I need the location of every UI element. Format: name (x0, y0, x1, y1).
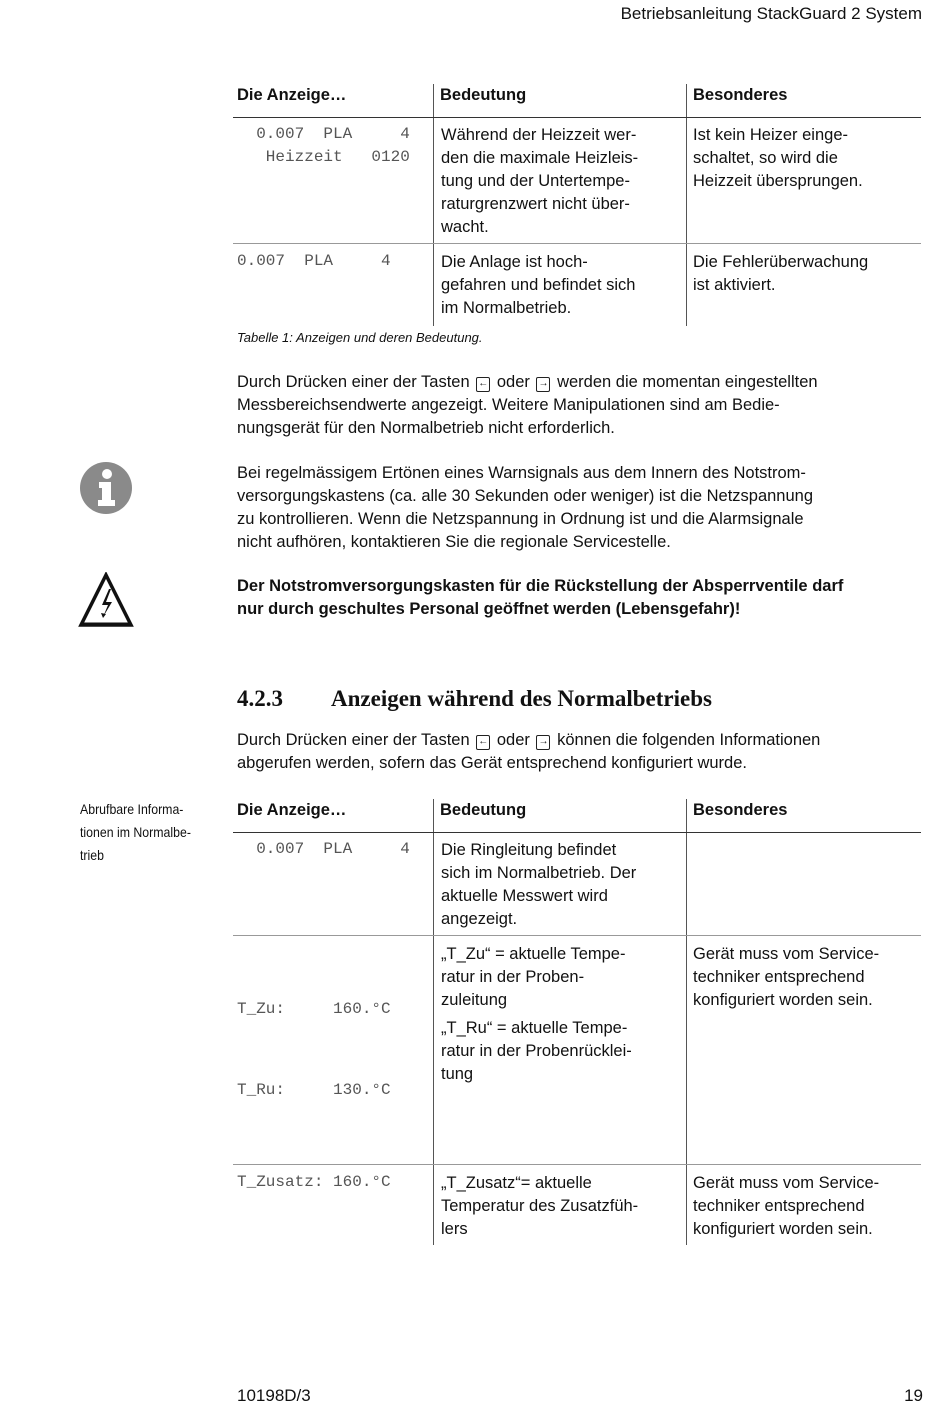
section-number: 4.2.3 (237, 686, 283, 711)
temperature-readout: T_Zu: 160.°C (237, 1000, 391, 1018)
right-arrow-key-icon: → (536, 377, 550, 392)
special-cell: Ist kein Heizer einge- schaltet, so wird die Heizzeit übersprungen. (687, 118, 922, 244)
column-header-special: Besonderes (687, 84, 922, 118)
paragraph-text: abgerufen werden, sofern das Gerät entsprechend konfiguriert wurde. (237, 754, 747, 772)
info-icon (79, 461, 133, 515)
footer-page-number: 19 (904, 1386, 923, 1405)
table-row (233, 244, 921, 327)
table-row (233, 833, 921, 936)
table-row (233, 1165, 921, 1246)
table-caption: Tabelle 1: Anzeigen und deren Bedeutung. (237, 330, 483, 345)
paragraph-text: werden die momentan eingestellten (557, 373, 818, 391)
display-cell: T_Zusatz: 160.°C (233, 1165, 434, 1246)
meaning-cell: Während der Heizzeit wer- den die maximale Heizleis- tung und der Untertempe- raturgrenzwert nicht über- wacht. (434, 118, 687, 244)
document-header-title: Betriebsanleitung StackGuard 2 System (620, 4, 922, 23)
special-cell: Gerät muss vom Service- techniker entsprechend konfiguriert worden sein. (693, 1174, 880, 1238)
meaning-text: „T_Zu“ = aktuelle Tempe- ratur in der Proben- zuleitung (441, 945, 626, 1009)
paragraph-text: oder (496, 731, 530, 749)
paragraph-text: Durch Drücken einer der Tasten (237, 373, 470, 391)
margin-note: Abrufbare Informa- tionen im Normalbe- trieb (80, 801, 191, 863)
column-header-meaning: Bedeutung (434, 84, 687, 118)
meaning-text: „T_Ru“ = aktuelle Tempe- ratur in der Probenrücklei- tung (441, 1019, 632, 1083)
column-header-meaning: Bedeutung (434, 799, 687, 833)
keys-paragraph (237, 371, 927, 440)
table-row (233, 936, 921, 1165)
column-header-display: Die Anzeige… (233, 84, 434, 118)
meaning-cell: Die Anlage ist hoch- gefahren und befindet sich im Normalbetrieb. (434, 244, 687, 327)
paragraph-text: oder (496, 373, 530, 391)
display-cell (233, 936, 434, 1165)
paragraph-text: nungsgerät für den Normalbetrieb nicht erforderlich. (237, 419, 615, 437)
warning-note-text: Der Notstromversorgungskasten für die Rückstellung der Absperrventile darf nur durch geschultes Personal geöffnet werden (Lebensgefahr)! (237, 577, 844, 618)
display-meaning-table-1 (233, 84, 921, 326)
table-row (233, 118, 921, 244)
paragraph-text: können die folgenden Informationen (557, 731, 821, 749)
high-voltage-warning-icon (78, 572, 134, 628)
column-header-display: Die Anzeige… (233, 799, 434, 833)
info-note-text: Bei regelmässigem Ertönen eines Warnsignals aus dem Innern des Notstrom- versorgungskastens (ca. alle 30 Sekunden oder weniger) ist die Netzspannung zu kontrollieren. Wenn die Netzspannung in Ordnung ist und die Alarmsignale nicht aufhören, kontaktieren Sie die regionale Servicestelle. (237, 464, 814, 551)
section-intro-paragraph (237, 729, 927, 775)
section-title: Anzeigen während des Normalbetriebs (331, 686, 712, 711)
paragraph-text: Durch Drücken einer der Tasten (237, 731, 470, 749)
left-arrow-key-icon: ← (476, 377, 490, 392)
special-cell: Gerät muss vom Service- techniker entsprechend konfiguriert worden sein. (687, 936, 922, 1165)
paragraph-text: Messbereichsendwerte angezeigt. Weitere Manipulationen sind am Bedie- (237, 396, 780, 414)
display-cell: 0.007 PLA 4 (233, 833, 434, 936)
meaning-cell (434, 936, 687, 1165)
right-arrow-key-icon: → (536, 735, 550, 750)
footer-document-id: 10198D/3 (237, 1386, 311, 1405)
left-arrow-key-icon: ← (476, 735, 490, 750)
special-cell (687, 833, 922, 936)
display-cell: 0.007 PLA 4 (233, 244, 434, 327)
meaning-cell: Die Ringleitung befindet sich im Normalbetrieb. Der aktuelle Messwert wird angezeigt. (434, 833, 687, 936)
column-header-special: Besonderes (687, 799, 922, 833)
display-meaning-table-2 (233, 799, 921, 1245)
meaning-cell: „T_Zusatz“= aktuelle Temperatur des Zusatzfüh- lers (434, 1165, 687, 1246)
display-cell: 0.007 PLA 4 Heizzeit 0120 (233, 118, 434, 244)
temperature-readout: T_Ru: 130.°C (237, 1081, 391, 1099)
special-cell: Die Fehlerüberwachung ist aktiviert. (693, 253, 869, 294)
